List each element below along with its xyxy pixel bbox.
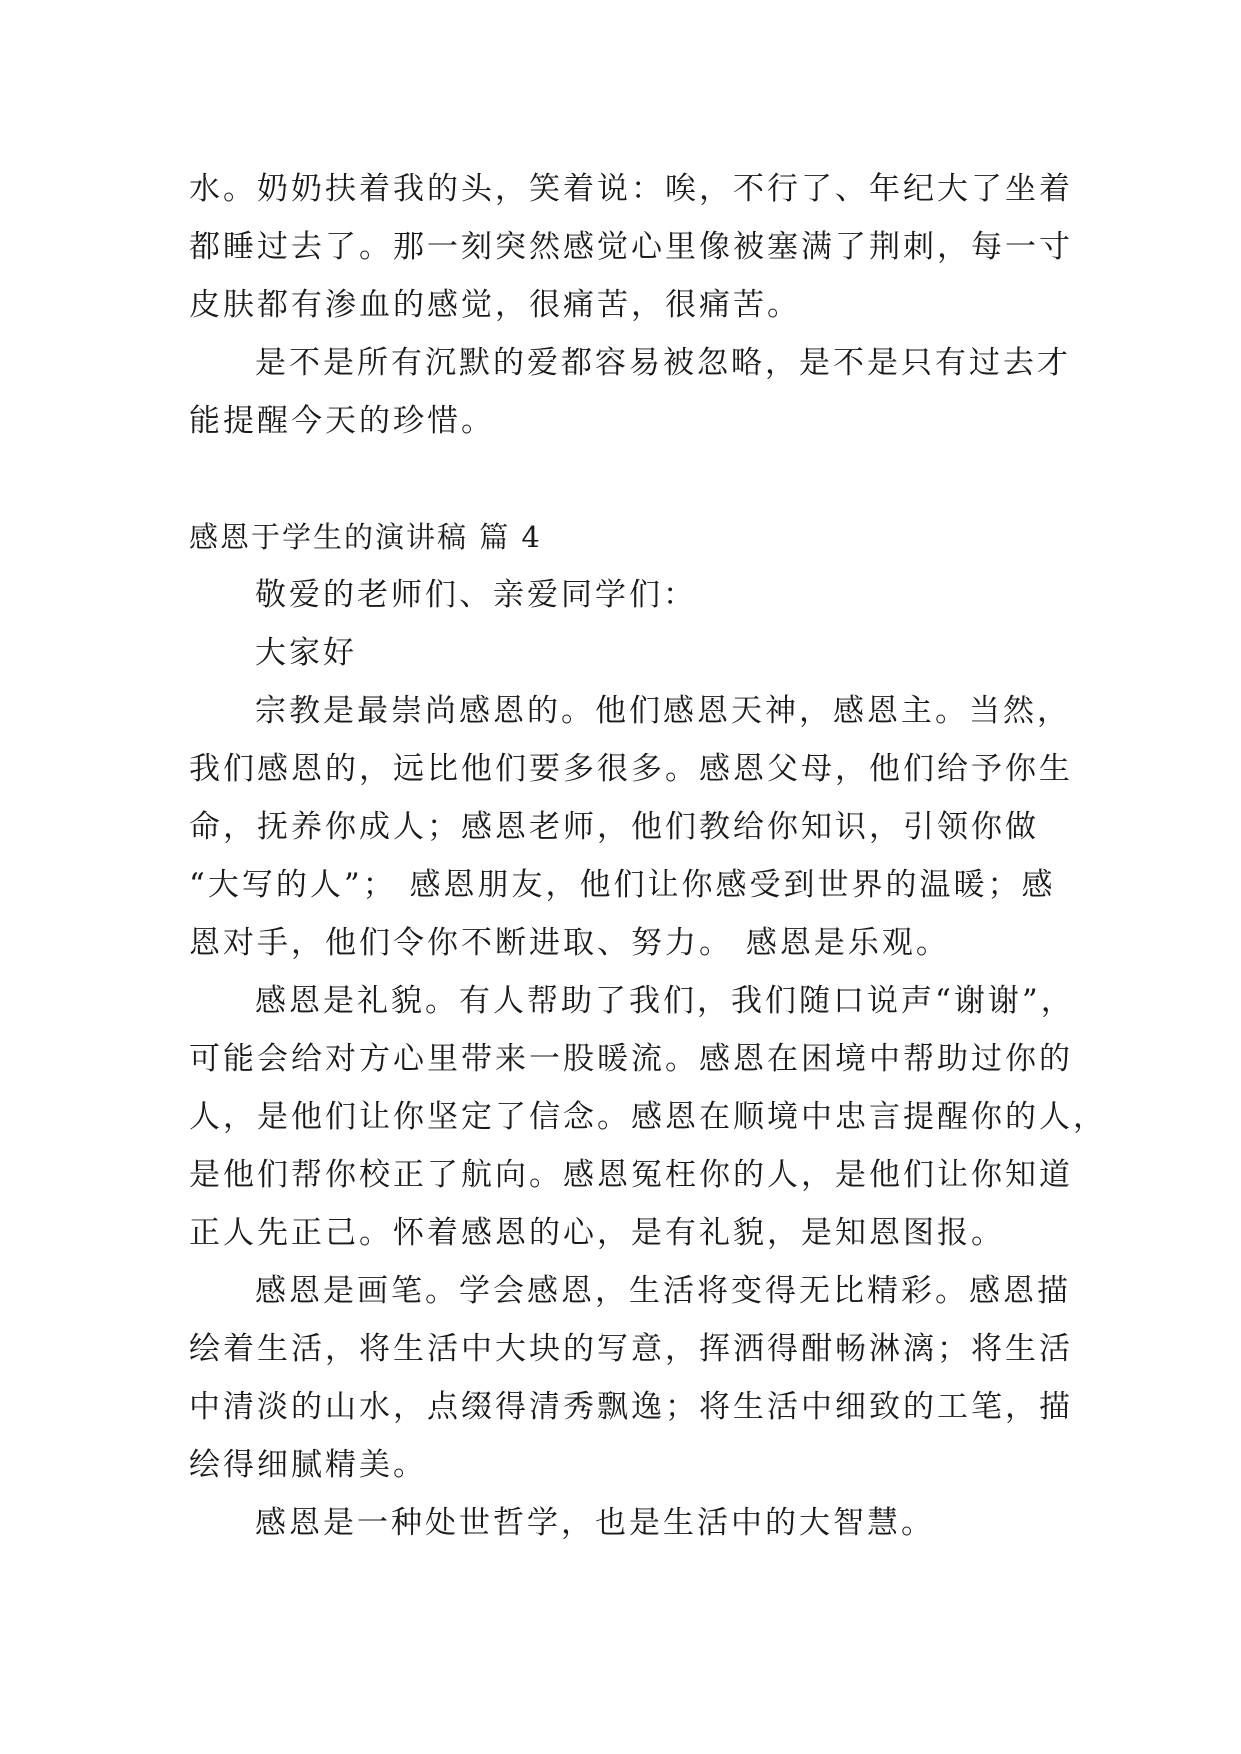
- text-line: 是不是所有沉默的爱都容易被忽略，是不是只有过去才: [255, 345, 1071, 381]
- section-title: 感恩于学生的演讲稿 篇 4: [189, 520, 542, 554]
- paragraph: [189, 566, 1051, 624]
- paragraph: [189, 1262, 1073, 1494]
- paragraph: [189, 624, 1051, 682]
- text-line: 皮肤都有渗血的感觉，很痛苦，很痛苦。: [189, 287, 801, 323]
- text-line: 恩对手，他们令你不断进取、努力。 感恩是乐观。: [189, 925, 950, 961]
- document-page: [189, 160, 1107, 1552]
- text-line: 人，是他们让你坚定了信念。感恩在顺境中忠言提醒你的人，: [189, 1099, 1107, 1135]
- text-line: 命，抚养你成人；感恩老师，他们教给你知识，引领你做: [189, 809, 1039, 845]
- text-line: 中清淡的山水，点缀得清秀飘逸；将生活中细致的工笔，描: [189, 1389, 1073, 1425]
- paragraph: [189, 682, 1073, 972]
- text-line: 都睡过去了。那一刻突然感觉心里像被塞满了荆刺，每一寸: [189, 229, 1073, 265]
- paragraph: [189, 1494, 1051, 1552]
- text-line: 大家好: [255, 635, 357, 671]
- text-line: 敬爱的老师们、亲爱同学们：: [255, 577, 697, 613]
- text-line: 能提醒今天的珍惜。: [189, 403, 495, 439]
- section-gap: [189, 450, 1051, 508]
- text-line: 绘着生活，将生活中大块的写意，挥洒得酣畅淋漓；将生活: [189, 1331, 1073, 1367]
- text-block-after: [189, 566, 1107, 1552]
- paragraph: [189, 972, 1107, 1262]
- text-line: 我们感恩的，远比他们要多很多。感恩父母，他们给予你生: [189, 751, 1073, 787]
- text-line: 感恩是一种处世哲学，也是生活中的大智慧。: [255, 1505, 935, 1541]
- text-line: 宗教是最崇尚感恩的。他们感恩天神，感恩主。当然，: [255, 693, 1071, 729]
- text-line: 感恩是礼貌。有人帮助了我们，我们随口说声“谢谢”，: [255, 983, 1075, 1019]
- text-line: 正人先正己。怀着感恩的心，是有礼貌，是知恩图报。: [189, 1215, 1005, 1251]
- text-line: 绘得细腻精美。: [189, 1447, 427, 1483]
- text-line: 是他们帮你校正了航向。感恩冤枉你的人，是他们让你知道: [189, 1157, 1073, 1193]
- text-line: “大写的人”； 感恩朋友，他们让你感受到世界的温暖；感: [189, 867, 1056, 903]
- text-line: 水。奶奶扶着我的头，笑着说：唉，不行了、年纪大了坐着: [189, 171, 1073, 207]
- paragraph: [189, 334, 1071, 450]
- paragraph: [189, 160, 1073, 334]
- text-block-before: [189, 160, 1073, 450]
- text-line: 感恩是画笔。学会感恩，生活将变得无比精彩。感恩描: [255, 1273, 1071, 1309]
- text-line: 可能会给对方心里带来一股暖流。感恩在困境中帮助过你的: [189, 1041, 1073, 1077]
